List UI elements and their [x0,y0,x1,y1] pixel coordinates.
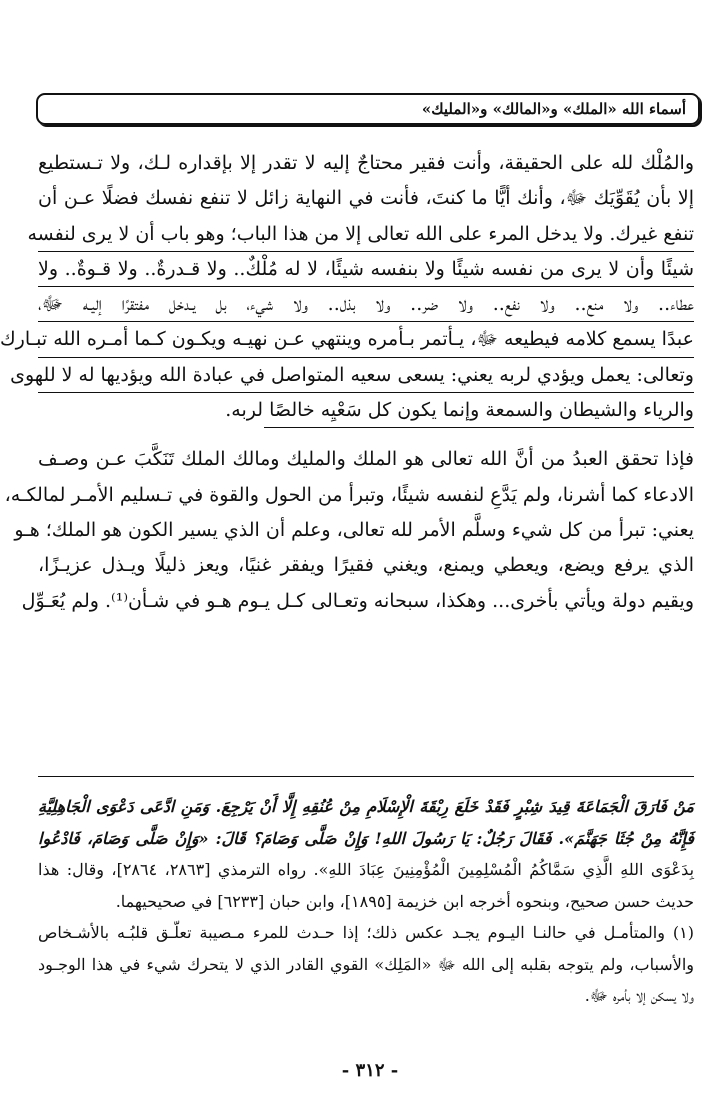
footnote-hadith-line: فَإِنَّهُ مِنْ جُثَا جَهَنَّمَ». فَقَالَ رَجُلٌ: يَا رَسُولَ اللهِ! وَإِنْ صَلَّى وَصَامَ؟ قَالَ: «وَإِنْ صَلَّى وَصَامَ، فَادْعُوا [38,828,694,848]
underlined-text-line: شيئًا وأن لا يرى من نفسه شيئًا ولا بنفسه شيئًا، لا له مُلْكٌ.. ولا قـدرةٌ.. ولا قـوةٌ.. ولا [38,254,694,289]
footnote-line: حديث حسن صحيح، وبنحوه أخرجه ابن خزيمة [١٨٩٥]، وابن حبان [٦٢٣٣] في صحيحيهما. [115,891,694,911]
text-line: والمُلْك لله على الحقيقة، وأنت فقير محتاجٌ إليه لا تقدر إلا بإقداره لـك، ولا تـستطيع [38,152,694,174]
page-number: - ٣١٢ - [341,1060,399,1081]
header-title: أسماء الله «الملك» و«المالك» و«المليك» [421,100,686,118]
underlined-text-line: عطاء.. ولا منع.. ولا نفع.. ولا ضر.. ولا بذل.. ولا شيء، بل يـدخل مفتقرًا إليـه ﷻ، [38,289,694,324]
underlined-text-line: تنفع غيرك. ولا يدخل المرء على الله تعالى إلا من هذا الباب؛ وهو باب أن لا يرى لنفسه [38,219,694,254]
running-header [36,93,700,125]
footnote-1-line: والأسباب، ولم يتوجه بقلبه إلى الله ﷻ «المَلِك» القوي القادر الذي لا يتحرك شيء في هذا الوجـود [38,954,694,974]
underlined-text-line: وتعالى: يعمل ويؤدي لربه يعني: يسعى سعيه المتواصل في عبادة الله ويؤديها له لا للهوى [38,360,694,395]
paragraph-gap [38,430,694,444]
footnote-hadith-line: مَنْ فَارَقَ الْجَمَاعَةَ قِيدَ شِبْرٍ فَقَدْ خَلَعَ رِبْقَةَ الْإِسْلَامِ مِنْ عُنُقِهِ إِلَّا أَنْ يَرْجِعَ. وَمَنِ ادَّعَى دَعْوَى الْجَاهِلِيَّةِ [38,797,694,816]
text-line: يعني: تبرأ من كل شيء وسلَّم الأمر لله تعالى، وعلم أن الذي يسير الكون هو الملك؛ هـو [14,518,694,541]
footnotes [38,793,694,1014]
text-line: ويقيم دولة ويأتي بأخرى... وهكذا، سبحانه وتعـالى كـل يـوم هـو في شـأن⁽¹⁾. ولم يُعَـوِّل [21,589,694,612]
text-line: فإذا تحقق العبدُ من أنَّ الله تعالى هو الملك والمليك ومالك الملك تَنَكَّبَ عـن وصـف [38,448,694,471]
main-text [0,148,694,621]
footnote-1-line: ولا يسكن إلا بأمره ﷻ. [584,986,694,1005]
underlined-text-line: عبدًا يسمع كلامه فيطيعه ﷻ، يـأتمر بـأمره وينتهي عـن نهيـه ويكـون كـما أمـره الله تبـارك [38,324,694,359]
footnote-separator [38,776,694,777]
text-line: إلا بأن يُقَوِّيَك ﷻ، وأنك أيًّا ما كنتَ، فأنت في النهاية زائل لا تنفع نفسك فضلًا عـن أن [38,187,694,210]
footnote-line: بِدَعْوَى اللهِ الَّذِي سَمَّاكُمُ الْمُسْلِمِينَ الْمُؤْمِنِينَ عِبَادَ اللهِ». رواه الترمذي [٢٨٦٣، ٢٨٦٤]، وقال: هذا [38,860,695,879]
text-line: الادعاء كما أشرنا، ولم يَدَّعِ لنفسه شيئًا، وتبرأ من الحول والقوة في تـسليم الأمـر لمالكـه، [4,483,694,506]
underlined-text-line: والرياء والشيطان والسمعة وإنما يكون كل سَعْيِه خالصًا لربه. [38,395,694,430]
footnote-1-line: (١) والمتأمـل في حالنـا اليـوم يجـد عكس ذلك؛ إذا حـدث للمرء مـصيبة تعلّـق قلبُـه بالأشـخاص [38,923,694,942]
text-line: الذي يرفع ويضع، ويعطي ويمنع، ويغني فقيرًا ويفقر غنيًا، ويعز ذليلًا ويـذل عزيـزًا، [38,554,694,577]
